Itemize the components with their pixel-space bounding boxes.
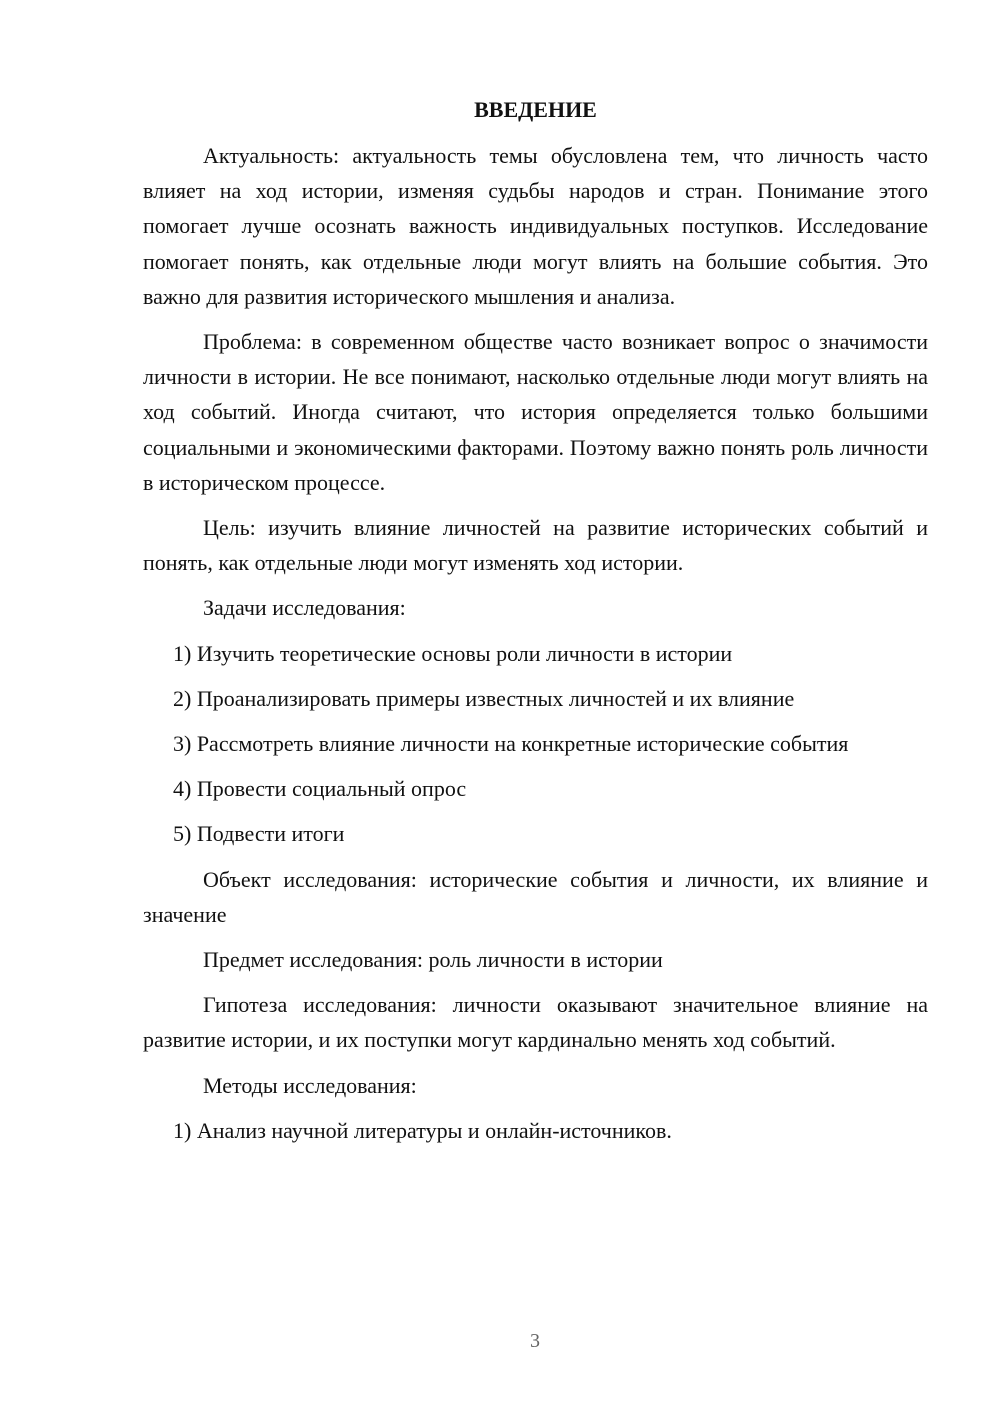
object-paragraph: Объект исследования: исторические события и личности, их влияние и значение [143,866,928,927]
page-number: 3 [530,1330,540,1352]
method-item-1: 1) Анализ научной литературы и онлайн-источников. [173,1117,672,1143]
task-item-4: 4) Провести социальный опрос [173,776,467,802]
goal-paragraph: Цель: изучить влияние личностей на развитие исторических событий и понять, как отдельные люди могут изменять ход истории. [143,515,928,576]
task-item-5: 5) Подвести итоги [173,821,345,847]
task-item-2: 2) Проанализировать примеры известных личностей и их влияние [173,685,795,711]
problem-paragraph: Проблема: в современном обществе часто возникает вопрос о значимости личности в истории. Не все понимают, насколько отдельные люди могут влиять на ход событий. Иногда считают, что история определяется только большими социальными и экономическими факторами. Поэтому важно понять роль личности в историческом процессе. [143,329,928,495]
methods-heading: Методы исследования: [203,1072,417,1098]
hypothesis-paragraph: Гипотеза исследования: личности оказывают значительное влияние на развитие истории, и их поступки могут кардинально менять ход событий. [143,992,928,1053]
task-item-1: 1) Изучить теоретические основы роли личности в истории [173,640,733,666]
page-title: ВВЕДЕНИЕ [474,97,597,122]
subject-paragraph: Предмет исследования: роль личности в истории [203,947,663,973]
tasks-heading: Задачи исследования: [203,595,406,621]
task-item-3: 3) Рассмотреть влияние личности на конкретные исторические события [173,731,849,757]
relevance-paragraph: Актуальность: актуальность темы обусловлена тем, что личность часто влияет на ход истории, изменяя судьбы народов и стран. Понимание этого помогает лучше осознать важность индивидуальных поступков. Исследование помогает понять, как отдельные люди могут влиять на большие события. Это важно для развития исторического мышления и анализа. [143,143,928,309]
document-page [143,92,928,1158]
